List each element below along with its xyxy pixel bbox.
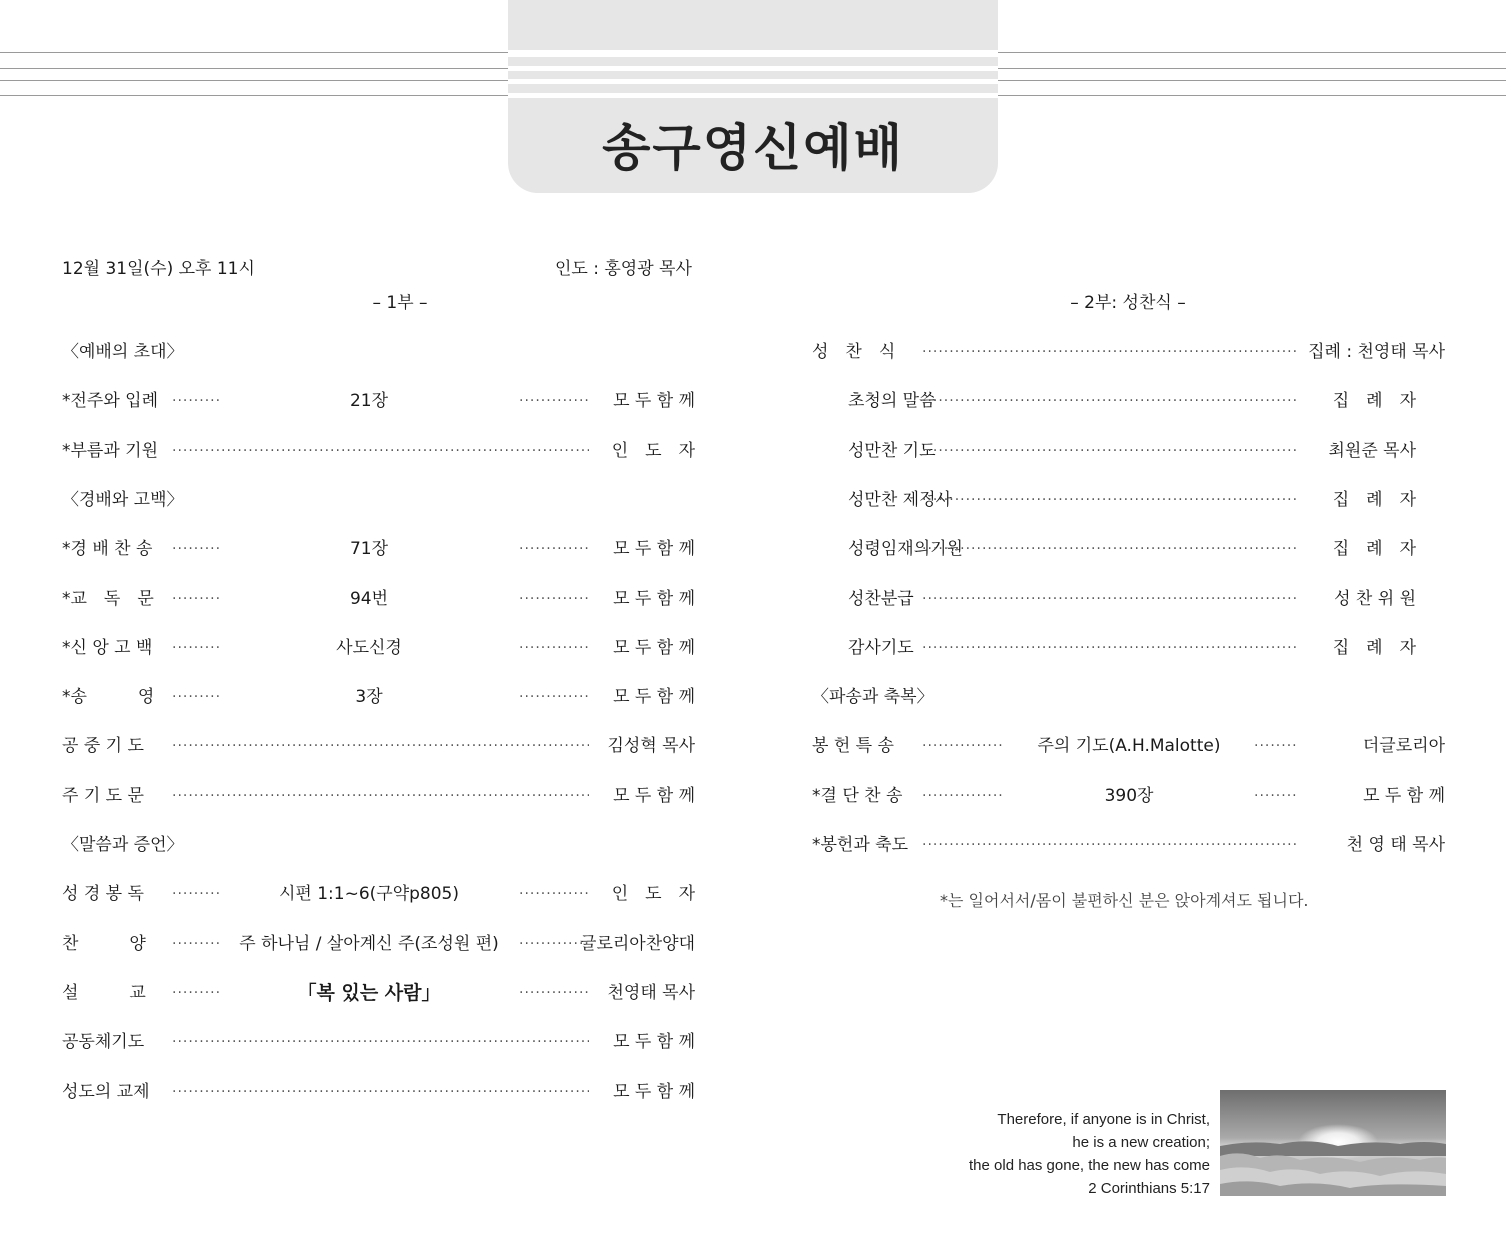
leader-dots (519, 685, 589, 709)
item-person: 더글로리아 (1362, 736, 1445, 757)
leader-dots (922, 833, 1299, 857)
order-item (62, 636, 695, 660)
item-person: 글로리아찬양대 (580, 933, 695, 954)
item-label: 감사기도 (848, 637, 914, 658)
leader-dots (172, 734, 589, 758)
item-label: *송 영 (62, 687, 155, 708)
order-item (812, 340, 1445, 364)
item-person: 모 두 함 께 (613, 588, 695, 609)
item-label: *부름과 기원 (62, 440, 159, 461)
standing-note: *는 일어서서/몸이 불편하신 분은 앉아계셔도 됩니다. (940, 891, 1309, 910)
item-person: 집례 : 천영태 목사 (1308, 342, 1445, 362)
order-item (62, 734, 695, 758)
banner-stripe (508, 66, 998, 71)
order-item (62, 1080, 695, 1104)
item-label: 찬 양 (62, 933, 146, 954)
leader-dots (172, 981, 219, 1005)
item-person: 천영태 목사 (607, 982, 695, 1003)
item-detail: 주의 기도(A.H.Malotte) (1037, 736, 1221, 757)
order-item (812, 833, 1445, 857)
verse-line: the old has gone, the new has come (969, 1157, 1210, 1174)
leader-dots (922, 537, 1299, 561)
item-label: 성 찬 식 (812, 342, 896, 362)
leader-dots (519, 389, 589, 413)
leader-dots (519, 537, 589, 561)
item-person: 모 두 함 께 (613, 1081, 695, 1102)
order-item (848, 439, 1416, 463)
verse-line: Therefore, if anyone is in Christ, (997, 1111, 1210, 1128)
leader-dots (922, 636, 1299, 660)
item-label: *경 배 찬 송 (62, 539, 153, 560)
leader-dots (519, 587, 589, 611)
item-label: 성만찬 기도 (848, 440, 936, 461)
order-item (62, 784, 695, 808)
leader-dots (172, 587, 219, 611)
leader-dots (172, 784, 589, 808)
item-person: 인 도 자 (611, 440, 695, 461)
leader-dots (172, 1030, 589, 1054)
item-label: 봉 헌 특 송 (812, 736, 894, 757)
item-label: 초청의 말씀 (848, 391, 936, 412)
leader-dots (172, 389, 219, 413)
order-item (62, 389, 695, 413)
leader-dots (922, 340, 1299, 364)
order-item (812, 784, 1445, 808)
item-label: 성령임재의기원 (848, 539, 963, 560)
item-detail: 94번 (349, 588, 389, 609)
item-label: *신 앙 고 백 (62, 637, 153, 658)
order-item (62, 1030, 695, 1054)
item-person: 집 례 자 (1332, 391, 1416, 412)
leader-dots (172, 537, 219, 561)
item-person: 집 례 자 (1332, 539, 1416, 560)
section-heading: 〈경배와 고백〉 (62, 489, 184, 510)
leader-dots (519, 981, 589, 1005)
verse-line: he is a new creation; (1072, 1134, 1210, 1151)
leader-dots (922, 784, 1004, 808)
leader-dots (922, 439, 1299, 463)
item-person: 천 영 태 목사 (1346, 835, 1445, 855)
leader-dots (172, 882, 219, 906)
order-item (62, 932, 695, 956)
item-label: *봉헌과 축도 (812, 835, 909, 855)
leader-dots (922, 734, 1004, 758)
part2-heading: – 2부: 성찬식 – (1070, 293, 1186, 313)
leader-dots (519, 932, 589, 956)
item-detail: 390장 (1104, 785, 1154, 806)
leader-dots (922, 389, 1299, 413)
order-item (848, 389, 1416, 413)
bible-verse (969, 1108, 1210, 1200)
item-detail: 사도신경 (336, 637, 402, 658)
banner-stripe (508, 93, 998, 98)
verse-reference: 2 Corinthians 5:17 (1088, 1180, 1210, 1197)
service-leader: 인도 : 홍영광 목사 (555, 259, 692, 279)
item-label: *결 단 찬 송 (812, 785, 903, 806)
order-item (812, 734, 1445, 758)
order-item (62, 439, 695, 463)
order-item (62, 537, 695, 561)
item-person: 집 례 자 (1332, 489, 1416, 510)
sunrise-photo (1220, 1090, 1446, 1196)
item-label: 주 기 도 문 (62, 785, 144, 806)
item-detail: 「복 있는 사람」 (297, 981, 441, 1004)
title-banner (508, 0, 998, 193)
leader-dots (519, 636, 589, 660)
leader-dots (172, 1080, 589, 1104)
section-heading: 〈예배의 초대〉 (62, 342, 184, 362)
item-detail: 주 하나님 / 살아계신 주(조성원 편) (239, 933, 499, 954)
leader-dots (172, 932, 219, 956)
item-person: 성 찬 위 원 (1334, 588, 1416, 609)
part1-heading: – 1부 – (372, 293, 428, 313)
leader-dots (922, 587, 1299, 611)
item-label: 성찬분급 (848, 588, 914, 609)
item-person: 모 두 함 께 (613, 1032, 695, 1053)
order-item (62, 981, 695, 1005)
order-item (848, 537, 1416, 561)
order-item (62, 882, 695, 906)
leader-dots (922, 488, 1299, 512)
section-heading: 〈말씀과 증언〉 (62, 835, 184, 855)
banner-stripe (508, 50, 998, 57)
item-detail: 71장 (349, 539, 389, 560)
order-item (62, 685, 695, 709)
item-person: 모 두 함 께 (613, 539, 695, 560)
item-label: 성도의 교제 (62, 1081, 150, 1102)
leader-dots (172, 685, 219, 709)
section-heading: 〈파송과 축복〉 (812, 687, 934, 708)
leader-dots (1254, 784, 1299, 808)
item-person: 집 례 자 (1332, 637, 1416, 658)
item-label: 공동체기도 (62, 1032, 145, 1053)
order-item (62, 587, 695, 611)
item-person: 최원준 목사 (1328, 440, 1416, 461)
banner-stripe (508, 79, 998, 84)
item-detail: 3장 (355, 687, 383, 708)
item-label: *교 독 문 (62, 588, 154, 609)
leader-dots (1254, 734, 1299, 758)
item-person: 모 두 함 께 (613, 391, 695, 412)
item-label: *전주와 입례 (62, 391, 159, 412)
leader-dots (172, 636, 219, 660)
service-date: 12월 31일(수) 오후 11시 (62, 259, 255, 279)
item-person: 인 도 자 (611, 884, 695, 905)
order-item (848, 587, 1416, 611)
item-person: 김성혁 목사 (607, 736, 695, 757)
order-item (848, 488, 1416, 512)
item-person: 모 두 함 께 (613, 785, 695, 806)
item-label: 설 교 (62, 982, 146, 1003)
item-label: 성 경 봉 독 (62, 884, 144, 905)
item-label: 공 중 기 도 (62, 736, 144, 757)
item-person: 모 두 함 께 (613, 687, 695, 708)
leader-dots (172, 439, 589, 463)
item-label: 성만찬 제정사 (848, 489, 952, 510)
item-detail: 시편 1:1~6(구약p805) (278, 884, 459, 905)
item-detail: 21장 (349, 391, 389, 412)
order-item (848, 636, 1416, 660)
page-title: 송구영신예배 (602, 119, 904, 177)
leader-dots (519, 882, 589, 906)
item-person: 모 두 함 께 (1363, 785, 1445, 806)
item-person: 모 두 함 께 (613, 637, 695, 658)
